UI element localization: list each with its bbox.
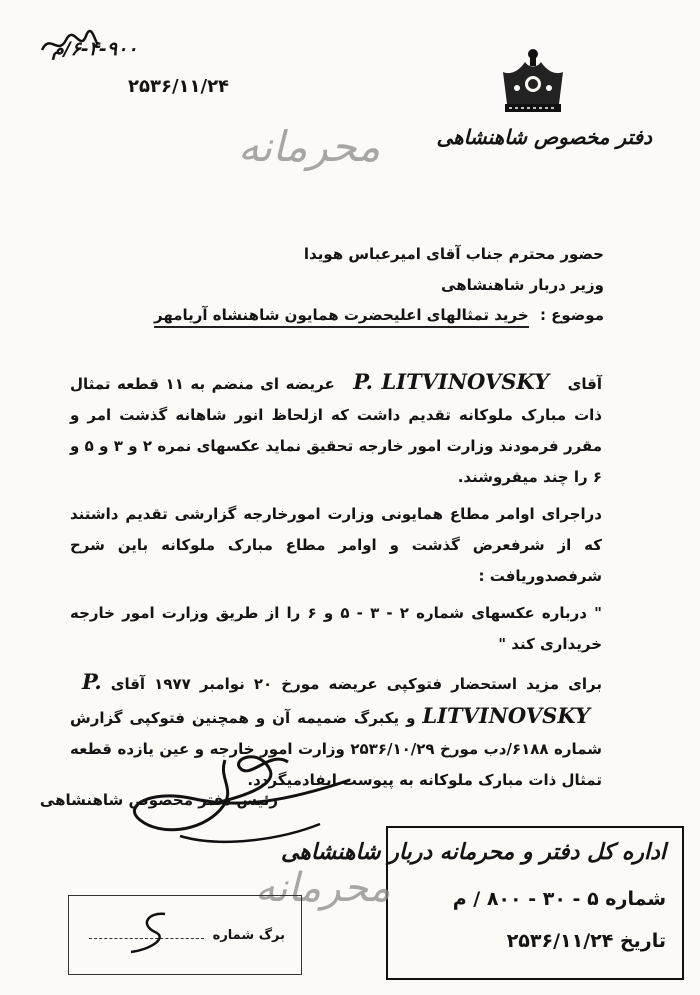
addressee-title: وزیر دربار شاهنشاهی	[441, 276, 604, 294]
subject-label: موضوع :	[539, 306, 604, 324]
registry-date: تاریخ ۲۵۳۶/۱۱/۲۴	[506, 930, 666, 952]
sheet-number-scrawl	[109, 906, 189, 966]
petitioner-name-2: P. LITVINOVSKY	[82, 669, 590, 728]
registry-stamp-box	[280, 826, 684, 980]
signature-title: رئیس دفتر مخصوص شاهنشاهی	[39, 791, 278, 809]
addressee-line: حضور محترم جناب آقای امیرعباس هویدا	[303, 245, 604, 263]
royal-order-quote: " درباره عکسهای شماره ۲ - ۳ - ۵ و ۶ را از طریق وزارت امور خارجه خریداری کند "	[70, 604, 602, 653]
office-name: دفتر مخصوص شاهنشاهی	[436, 125, 652, 149]
crown-emblem-icon	[499, 46, 567, 118]
registry-office: اداره کل دفتر و محرمانه دربار شاهنشاهی	[280, 840, 666, 865]
confidential-stamp-bottom: محرمانه	[255, 865, 391, 911]
reference-date: ۲۵۳۶/۱۱/۲۴	[128, 76, 230, 97]
confidential-stamp-top: محرمانه	[238, 122, 381, 171]
paragraph-1: آقای P. LITVINOVSKY عریضه ای منضم به ۱۱ قطعه تمثال ذات مبارک ملوکانه تقدیم داشت که ازلحاظ انور شاهانه گذشت امر و مقرر فرمودند وزارت امور خارجه تحقیق نماید عکسهای نمره ۲ و ۳ و ۵ و ۶ را چند میفروشند.	[70, 369, 602, 486]
letter-body	[70, 366, 628, 802]
registry-number: شماره ۵ - ۳۰ - ۸۰۰ / م	[452, 888, 666, 910]
reference-number: ۶-۴-۹۰۰/م	[52, 38, 138, 60]
sheet-number-label: برگ شماره	[212, 928, 285, 943]
paragraph-3: برای مزید استحضار فتوکپی عریضه مورخ ۲۰ نوامبر ۱۹۷۷ آقای P. LITVINOVSKY و یکبرگ ضمیمه آن و همچنین فتوکپی گزارش شماره ۶۱۸۸/دب مورخ ۲۵۳۶/۱۰/۲۹ وزارت امور خارجه و عین یازده قطعه تمثال ذات مبارک ملوکانه به پیوست ایفادمیگردد.	[70, 669, 602, 789]
subject-text: خرید تمثالهای اعلیحضرت همایون شاهنشاه آریامهر	[154, 306, 529, 328]
sheet-number-box	[68, 895, 302, 975]
paragraph-2: دراجرای اوامر مطاع همایونی وزارت امورخارجه گزارشی تقدیم داشتند که از شرفعرض گذشت و اوامر مطاع مبارک ملوکانه باین شرح شرفصدوریافت :	[70, 505, 602, 585]
subject-line	[154, 306, 604, 324]
petitioner-name: P. LITVINOVSKY	[353, 369, 550, 394]
